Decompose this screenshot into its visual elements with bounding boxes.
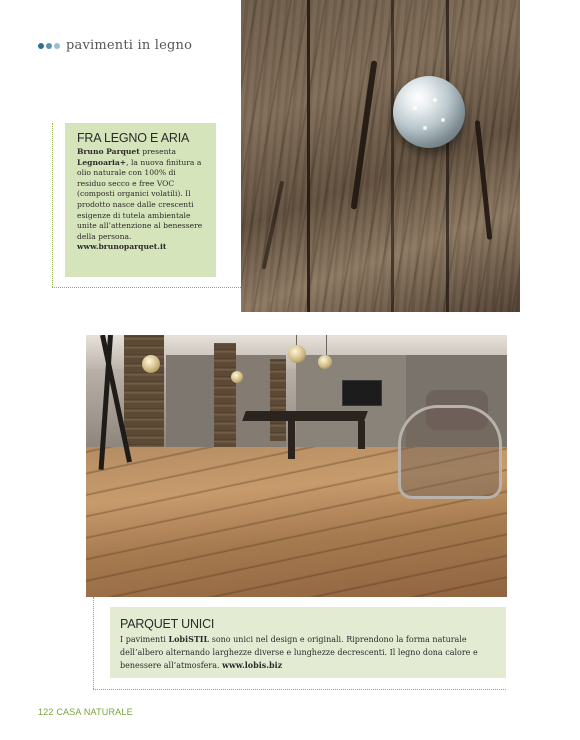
billiard-table — [242, 411, 368, 421]
section-dots-icon — [38, 43, 60, 49]
website-link[interactable]: www.brunoparquet.it — [77, 242, 167, 252]
box-heading: PARQUET UNICI — [120, 617, 215, 631]
dotted-guide — [52, 123, 53, 287]
feature-box-lobistil — [110, 607, 506, 678]
glass-sphere — [393, 76, 465, 148]
dotted-guide — [52, 287, 241, 288]
television — [342, 380, 382, 406]
dotted-guide — [93, 689, 506, 690]
box-body: Bruno Parquet presenta Legnoaria+, la nuova finitura a olio naturale con 100% di residuo secco e free VOC (composti organici volatili). Il prodotto nasce dalle crescenti esigenze di tutela ambientale unite all’attenzione al benessere della persona. www.brunoparquet.it — [77, 147, 203, 252]
box-heading: FRA LEGNO E ARIA — [77, 131, 190, 145]
section-header — [38, 38, 192, 53]
dotted-guide — [93, 597, 94, 689]
feature-box-legnoaria — [65, 123, 216, 277]
interior-parquet-photo — [86, 335, 507, 597]
page-number: 122 — [38, 707, 54, 717]
wood-floor-sphere-photo — [241, 0, 520, 312]
brand-name: Bruno Parquet — [77, 147, 140, 156]
box-body: I pavimenti LobiSTIL sono unici nel design e originali. Riprendono la forma naturale dell’albero alternando larghezze diverse e lunghezze decrescenti. Il legno dona calore e benessere all’atmosfera. www.lobis.biz — [120, 634, 478, 670]
section-title: pavimenti in legno — [66, 38, 193, 53]
product-name: Legnoaria+ — [77, 157, 127, 167]
page-folio — [38, 707, 133, 717]
brand-name: LobiSTIL — [168, 634, 210, 644]
armchair — [398, 405, 502, 499]
website-link[interactable]: www.lobis.biz — [222, 660, 283, 670]
magazine-name: CASA NATURALE — [56, 707, 133, 717]
